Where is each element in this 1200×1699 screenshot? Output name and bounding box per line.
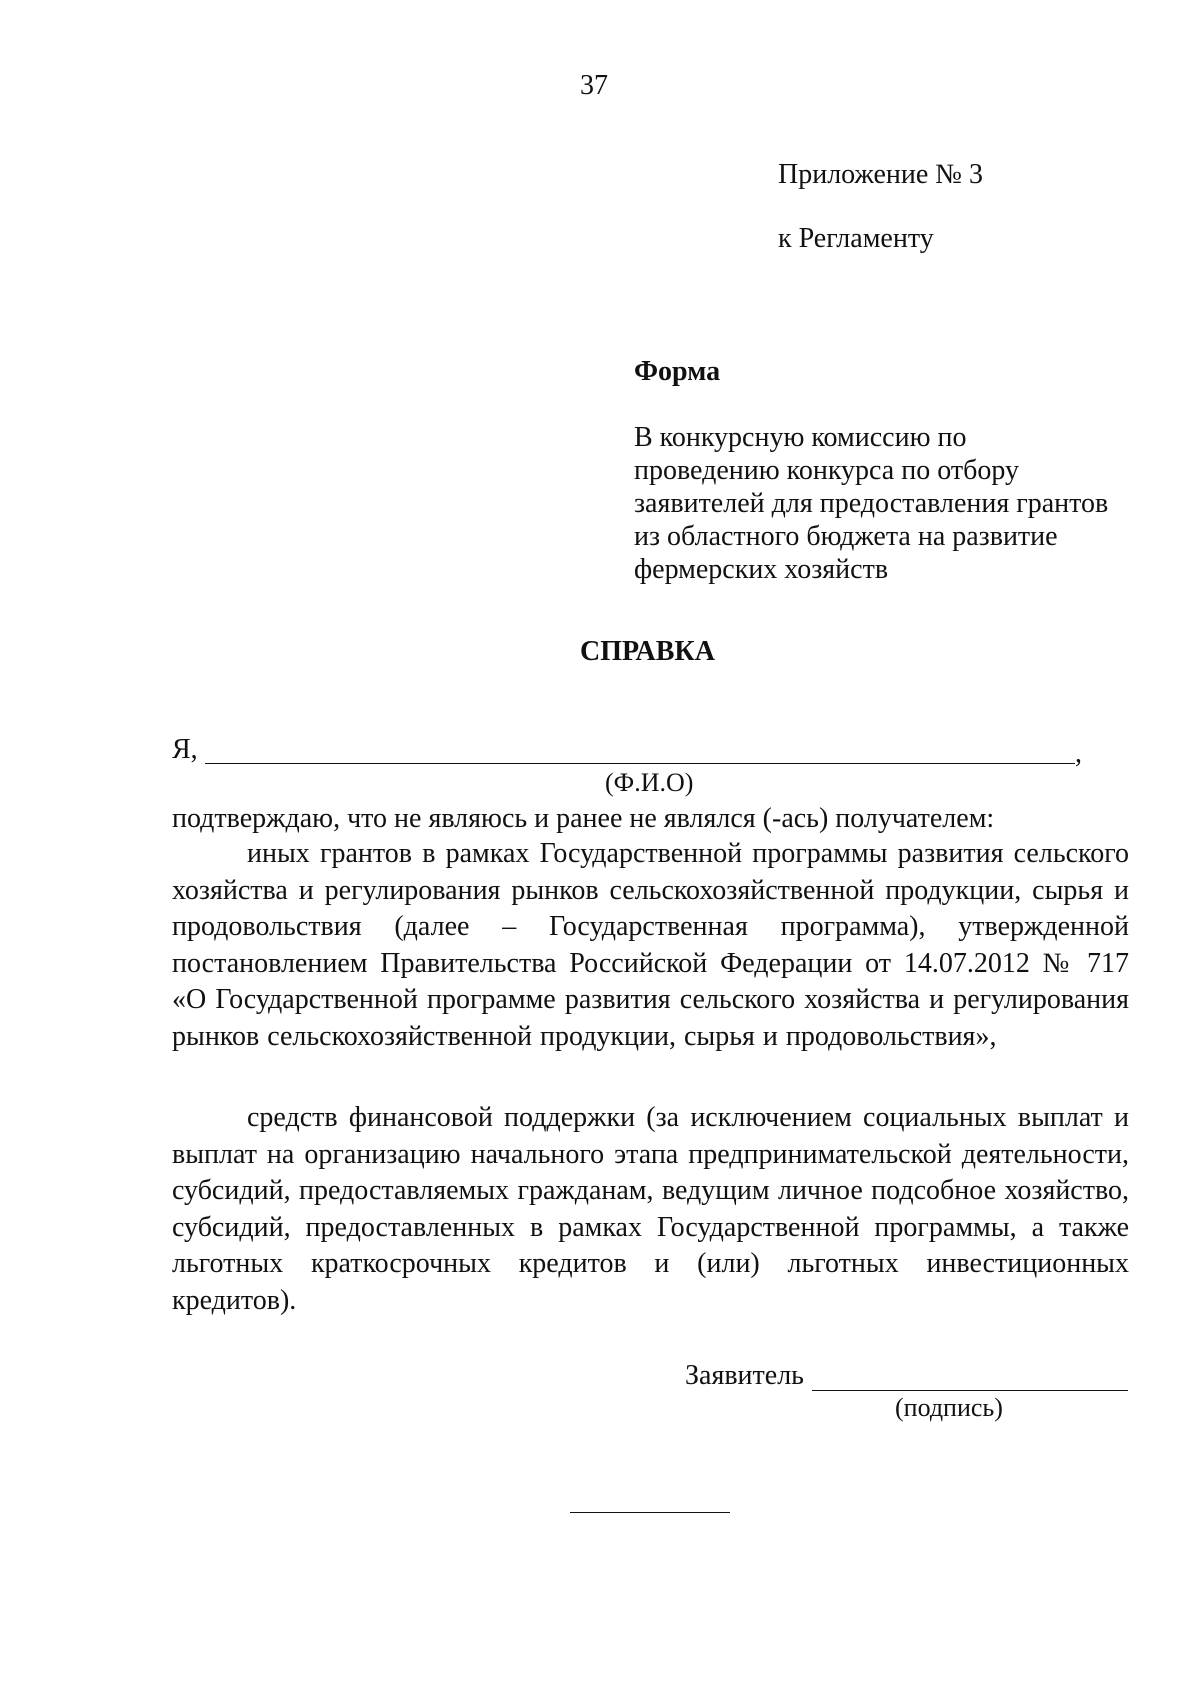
appendix-subtitle: к Регламенту [778,223,934,254]
addressee-line: фермерских хозяйств [634,554,889,585]
form-label: Форма [634,356,721,387]
confirmation-text: подтверждаю, что не являюсь и ранее не являлся (-ась) получателем: [172,803,995,834]
applicant-label: Заявитель [685,1360,804,1391]
addressee-line: В конкурсную комиссию по [634,422,967,453]
end-divider [570,1512,730,1513]
addressee-block [634,421,1109,586]
signature-caption: (подпись) [895,1393,1003,1422]
paragraph-financial-support: средств финансовой поддержки (за исключением социальных выплат и выплат на организацию начального этапа предпринимательской деятельности, субсидий, предоставляемых гражданам, ведущим личное подсобное хозяйство, субсидий, предоставленных в рамках Государственной программы, а также льготных краткосрочных кредитов и (или) льготных инвестиционных кредитов). [172,1102,1129,1316]
fio-prefix: Я, [172,734,198,765]
addressee-line: проведению конкурса по отбору [634,455,1019,486]
signature-blank-line[interactable] [812,1390,1128,1391]
addressee-line: из областного бюджета на развитие [634,521,1058,552]
document-title: СПРАВКА [580,636,715,667]
fio-caption: (Ф.И.О) [605,768,694,797]
page-number: 37 [580,70,608,101]
appendix-title: Приложение № 3 [778,159,983,190]
addressee-line: заявителей для предоставления грантов [634,488,1109,519]
paragraph-grants: иных грантов в рамках Государственной программы развития сельского хозяйства и регулирования рынков сельскохозяйственной продукции, сырья и продовольствия (далее – Государственная программа), утвержденной постановлением Правительства Российской Федерации от 14.07.2012 № 717 «О Государственной программе развития сельского хозяйства и регулирования рынков сельскохозяйственной продукции, сырья и продовольствия», [172,838,1129,1052]
fio-comma: , [1075,738,1082,769]
fio-blank-line[interactable] [205,763,1075,764]
